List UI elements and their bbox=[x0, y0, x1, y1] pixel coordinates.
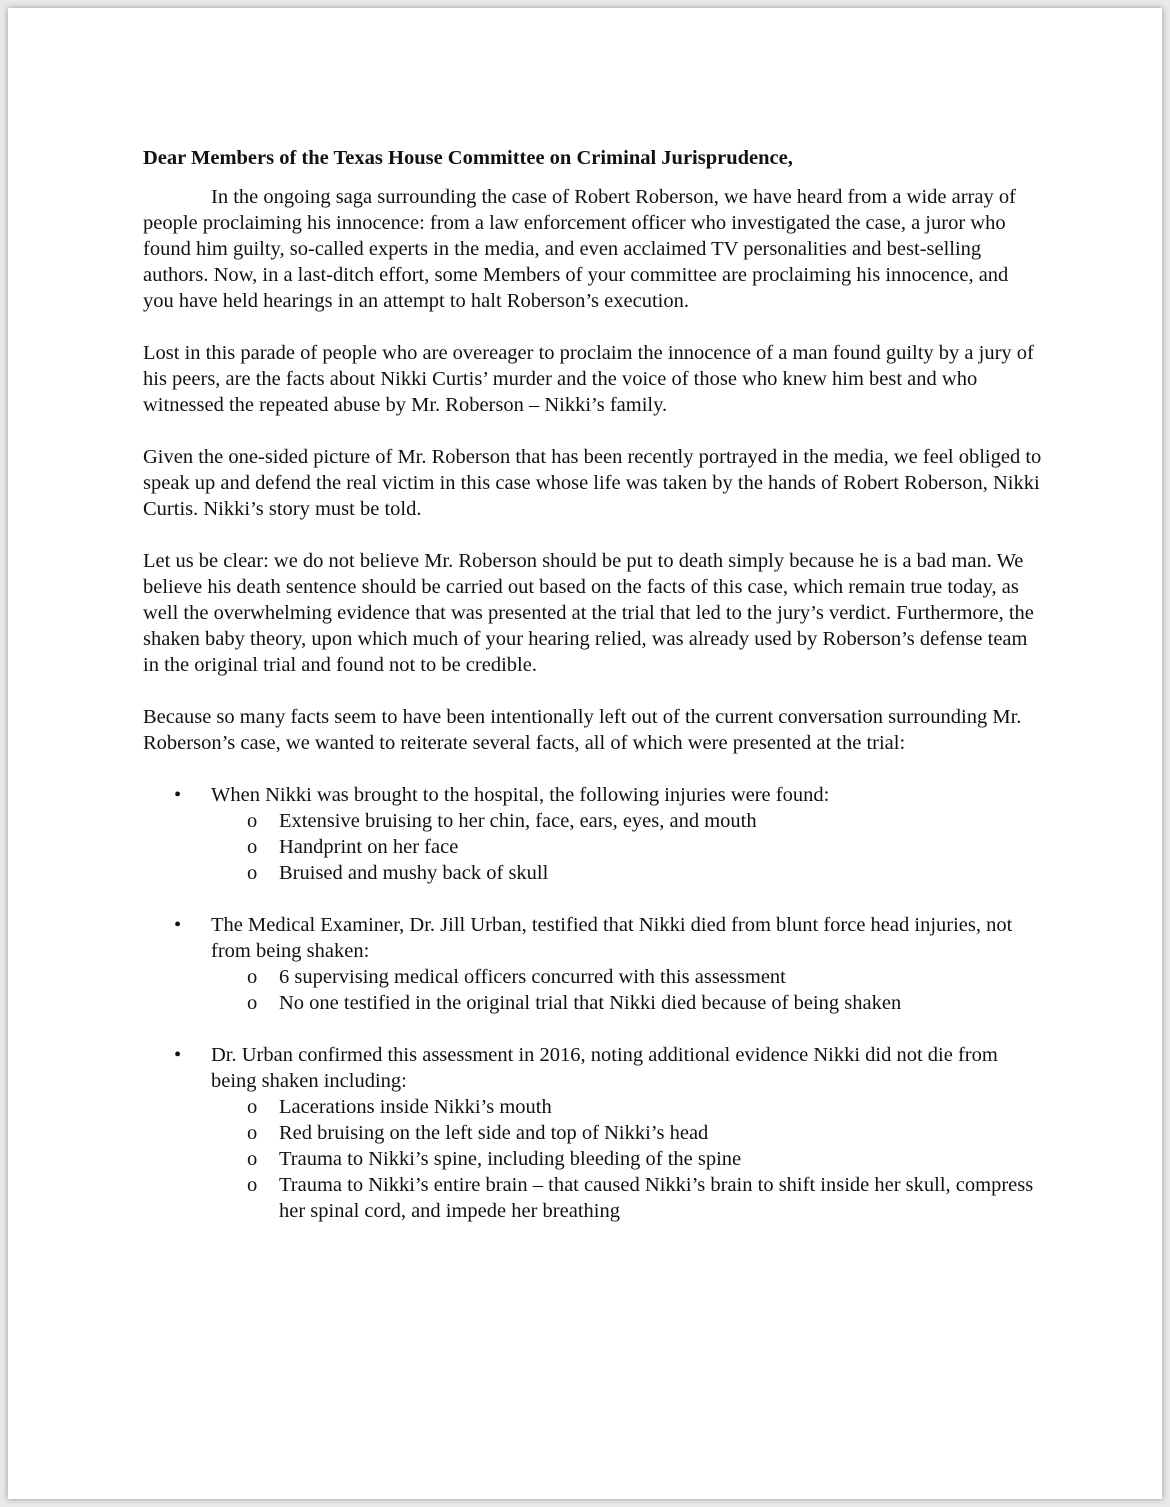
sub-list bbox=[211, 1094, 1043, 1224]
paragraph-intro: In the ongoing saga surrounding the case of Robert Roberson, we have heard from a wide array of people proclaiming his innocence: from a law enforcement officer who investigated the case, a juror who found him guilty, so-called experts in the media, and even acclaimed TV personalities and best-selling authors. Now, in a last-ditch effort, some Members of your committee are proclaiming his innocence, and you have held hearings in an attempt to halt Roberson’s execution. bbox=[143, 186, 1016, 312]
sub-list-item: o Lacerations inside Nikki’s mouth bbox=[211, 1094, 1043, 1120]
list-item bbox=[143, 912, 1043, 1016]
sub-list-item: o Handprint on her face bbox=[211, 834, 1043, 860]
sub-list bbox=[211, 964, 1043, 1016]
sub-list-item: o Red bruising on the left side and top of Nikki’s head bbox=[211, 1120, 1043, 1146]
list-item bbox=[143, 1042, 1043, 1224]
paragraph-one-sided: Given the one-sided picture of Mr. Roberson that has been recently portrayed in the media, we feel obliged to speak up and defend the real victim in this case whose life was taken by the hands of Robert Roberson, Nikki Curtis. Nikki’s story must be told. bbox=[143, 446, 1042, 520]
sub-list-item: o Trauma to Nikki’s spine, including bleeding of the spine bbox=[211, 1146, 1043, 1172]
sub-list-item: o Bruised and mushy back of skull bbox=[211, 860, 1043, 886]
paragraph-parade: Lost in this parade of people who are overeager to proclaim the innocence of a man found guilty by a jury of his peers, are the facts about Nikki Curtis’ murder and the voice of those who knew him best and who witnessed the repeated abuse by Mr. Roberson – Nikki’s family. bbox=[143, 342, 1034, 416]
sub-list-item: o No one testified in the original trial that Nikki died because of being shaken bbox=[211, 990, 1043, 1016]
facts-list bbox=[143, 782, 1043, 1224]
sub-list-item: o Extensive bruising to her chin, face, ears, eyes, and mouth bbox=[211, 808, 1043, 834]
document-page bbox=[8, 8, 1162, 1499]
salutation: Dear Members of the Texas House Committee on Criminal Jurisprudence, bbox=[143, 147, 793, 169]
bullet-text: When Nikki was brought to the hospital, the following injuries were found: bbox=[211, 784, 830, 806]
paragraph-facts-intro: Because so many facts seem to have been intentionally left out of the current conversation surrounding Mr. Roberson’s case, we wanted to reiterate several facts, all of which were presented at the trial: bbox=[143, 706, 1022, 754]
bullet-text: Dr. Urban confirmed this assessment in 2016, noting additional evidence Nikki did not die from being shaken including: bbox=[211, 1044, 998, 1092]
sub-list-item: o Trauma to Nikki’s entire brain – that caused Nikki’s brain to shift inside her skull, compress her spinal cord, and impede her breathing bbox=[211, 1172, 1043, 1224]
paragraph-be-clear: Let us be clear: we do not believe Mr. Roberson should be put to death simply because he is a bad man. We believe his death sentence should be carried out based on the facts of this case, which remain true today, as well the overwhelming evidence that was presented at the trial that led to the jury’s verdict. Furthermore, the shaken baby theory, upon which much of your hearing relied, was already used by Roberson’s defense team in the original trial and found not to be credible. bbox=[143, 550, 1034, 676]
letter-body bbox=[143, 145, 1043, 1250]
bullet-text: The Medical Examiner, Dr. Jill Urban, testified that Nikki died from blunt force head injuries, not from being shaken: bbox=[211, 914, 1013, 962]
sub-list bbox=[211, 808, 1043, 886]
list-item bbox=[143, 782, 1043, 886]
sub-list-item: o 6 supervising medical officers concurred with this assessment bbox=[211, 964, 1043, 990]
